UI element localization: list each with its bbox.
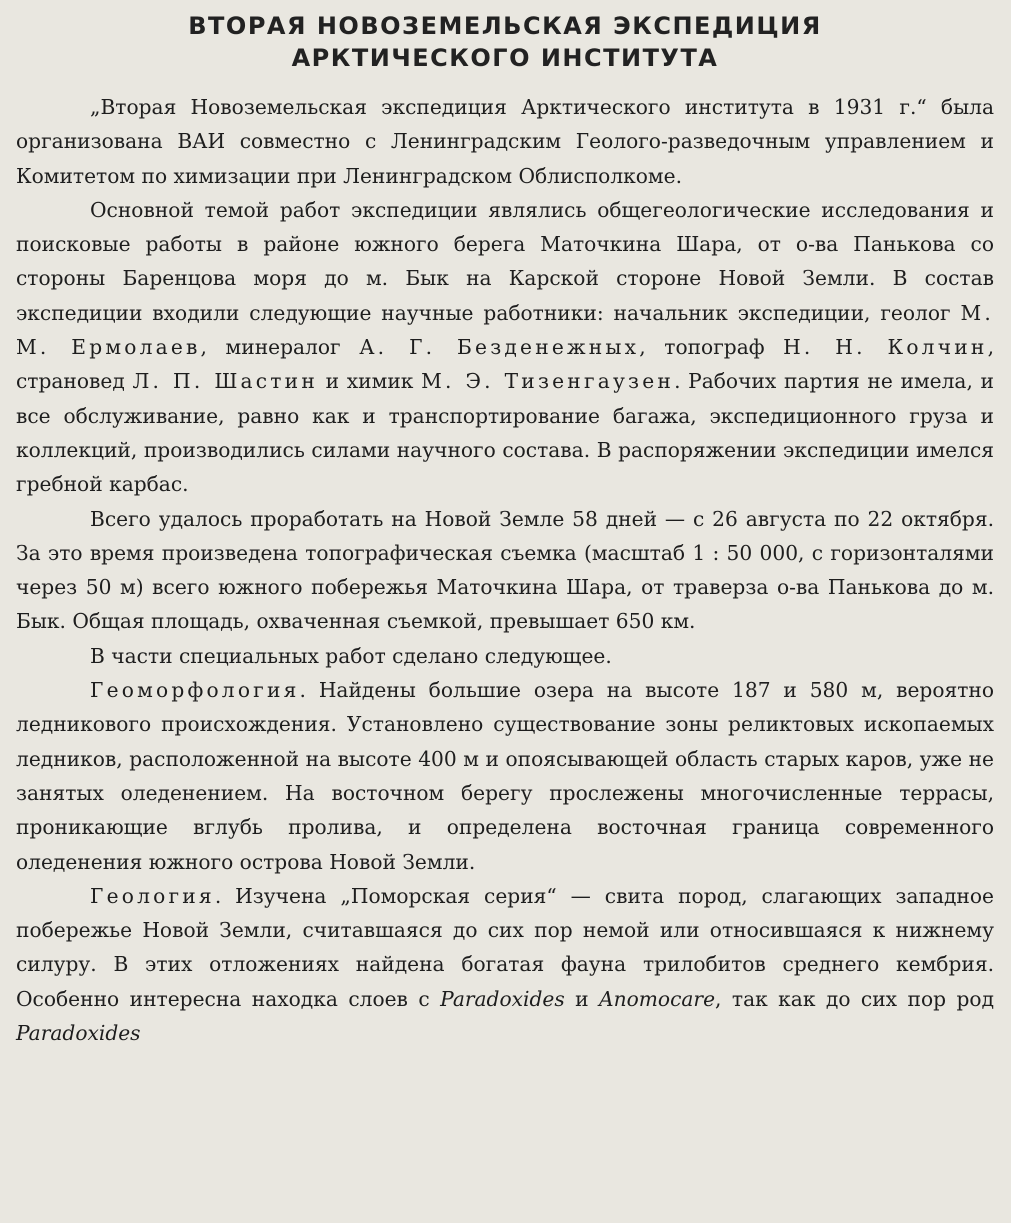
paragraph-special-works-text: В части специальных работ сделано следующее. — [90, 643, 612, 668]
title-line-2: АРКТИЧЕСКОГО ИНСТИТУТА — [291, 44, 719, 72]
genus-name: Paradoxides — [16, 1021, 141, 1046]
genus-name: Anomocare — [599, 986, 716, 1011]
team-text-b: , минералог — [200, 335, 360, 360]
paragraph-survey-text: Всего удалось проработать на Новой Земле 58 дней — с 26 августа по 22 октября. За это время произведена топографическая съемка (масштаб 1 : 50 000, с горизонталями через 50 м) всего южного побережья Маточкина Шара, от траверза о-ва Панькова до м. Бык. Общая площадь, охваченная съемкой, превышает 650 км. — [16, 506, 994, 634]
section-heading-geology: Геология — [90, 883, 215, 908]
paragraph-survey — [16, 502, 994, 639]
page-title — [16, 10, 994, 74]
team-text-a: Основной темой работ экспедиции являлись общегеологические исследования и поисковые работы в районе южного берега Маточкина Шара, от о-ва Панькова со стороны Баренцова моря до м. Бык на Карской стороне Новой Земли. В состав экспедиции входили следующие научные работники: начальник экспедиции, геолог — [16, 197, 994, 325]
paragraph-intro — [16, 90, 994, 193]
team-text-f: . Рабочих партия не имела, и все обслуживание, равно как и транспортирование багажа, экспедиционного груза и коллекций, производились силами научного состава. В распоряжении экспедиции имелся гребной карбас. — [16, 369, 995, 497]
geology-text-c: , так как до сих пор род — [715, 986, 995, 1011]
person-name: Н. Н. Колчин — [783, 335, 988, 360]
person-name: А. Г. Безденежных — [359, 335, 640, 360]
paragraph-geomorphology — [16, 673, 994, 879]
geology-text-a: . Изучена „Поморская серия“ — свита пород, слагающих западное побережье Новой Земли, считавшаяся до сих пор немой или относившаяся к нижнему силуру. В этих отложениях найдена богатая фауна трилобитов среднего кембрия. Особенно интересна находка слоев с — [16, 883, 994, 1011]
paragraph-intro-text: „Вторая Новоземельская экспедиция Арктического института в 1931 г.“ была организована ВАИ совместно с Ленинградским Геолого-разведочным управлением и Комитетом по химизации при Ленинградском Облисполкоме. — [16, 95, 994, 188]
team-text-c: , топограф — [639, 335, 784, 360]
document-page — [16, 10, 994, 1050]
genus-name: Paradoxides — [440, 986, 565, 1011]
paragraph-special-works — [16, 639, 994, 673]
paragraph-team — [16, 193, 994, 502]
section-heading-geomorphology: Геоморфология — [90, 678, 300, 703]
title-line-1: ВТОРАЯ НОВОЗЕМЕЛЬСКАЯ ЭКСПЕДИЦИЯ — [188, 12, 822, 40]
person-name: М. М. Ермолаев — [16, 300, 994, 360]
person-name: Л. П. Шастин — [132, 369, 318, 394]
geology-text-b: и — [564, 986, 600, 1011]
paragraph-geology — [16, 879, 994, 1050]
person-name: М. Э. Тизенгаузен — [421, 369, 675, 394]
geomorphology-text: . Найдены большие озера на высоте 187 и 580 м, вероятно ледникового происхождения. Установлено существование зоны реликтовых ископаемых ледников, расположенной на высоте 400 м и опоясывающей область старых каров, уже не занятых оледенением. На восточном берегу прослежены многочисленные террасы, проникающие вглубь пролива, и определена восточная граница современного оледенения южного острова Новой Земли. — [16, 678, 994, 874]
team-text-d: , страновед — [16, 335, 994, 394]
team-text-e: и химик — [317, 369, 422, 394]
